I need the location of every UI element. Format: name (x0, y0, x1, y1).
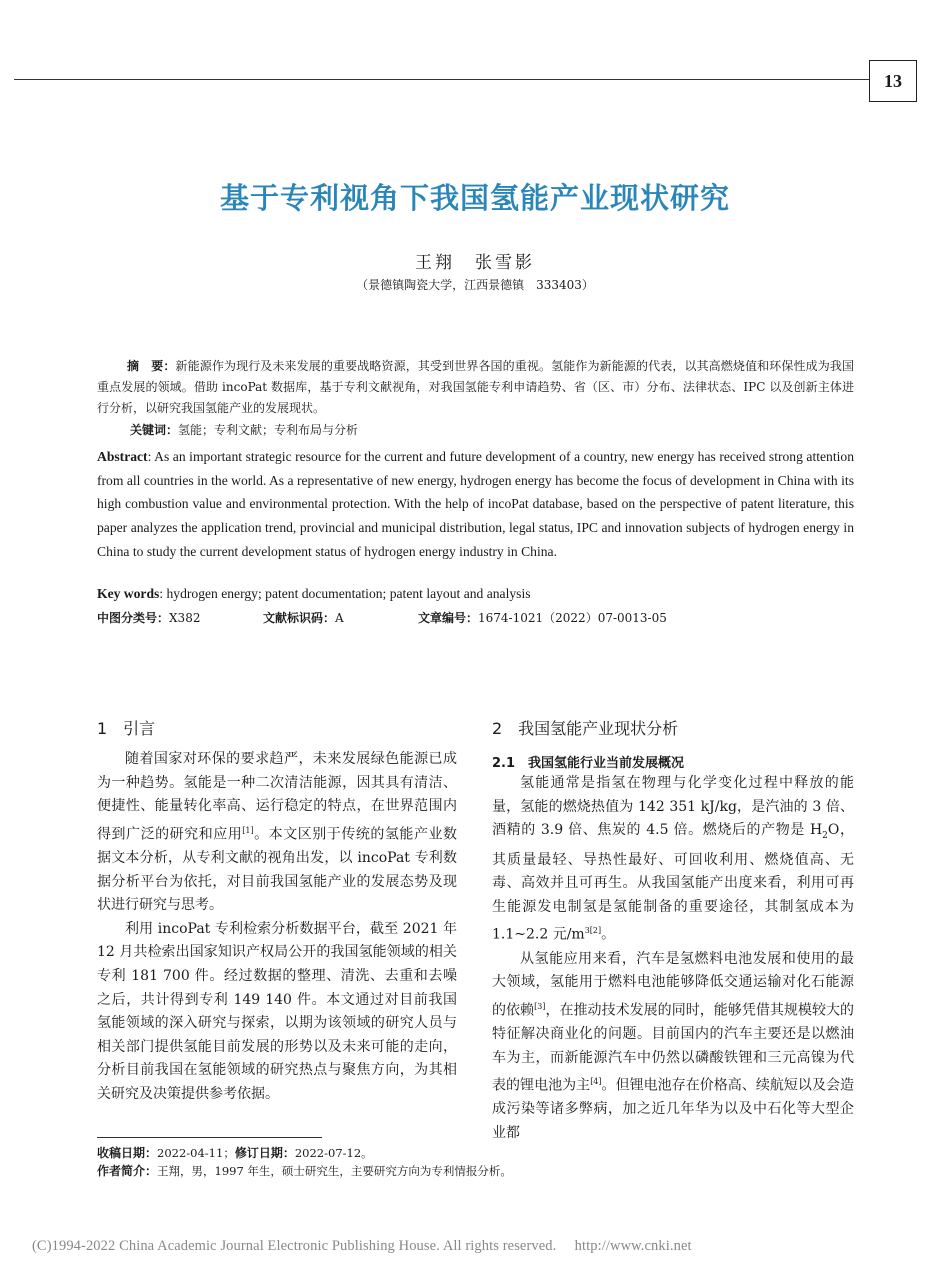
clc-value: X382 (169, 611, 201, 625)
citation-2: [2] (589, 926, 602, 936)
keywords-cn (130, 420, 358, 440)
right-p2-b: ，在推动技术发展的同时，能够凭借其规模较大的特征解决商业化的问题。目前国内的汽车主要还是以燃油车为主，而新能源汽车中仍然以磷酸铁锂和三元高镍为代表的锂电池为主 (492, 1002, 855, 1094)
art-value: 1674-1021（2022）07-0013-05 (478, 611, 667, 625)
doc-label: 文献标识码： (263, 611, 336, 625)
authors: 王翔 张雪影 (415, 253, 535, 273)
left-paragraph-2: 利用 incoPat 专利检索分析数据平台，截至 2021 年 12 月共检索出国家知识产权局公开的我国氢能领域的相关专利 181 700 件。经过数据的整理、清洗、去重和去噪之后，共计得到专利 149 140 件。本文通过对目前我国氢能领域的深入研究与探索，以期为该领域的研究人员与相关部门提供氢能目前发展的形势以及未来可能的走向，分析目前我国在氢能领域的研究热点与聚焦方向，为其相关研究及决策提供参考依据。 (97, 920, 457, 1102)
keywords-en (97, 586, 531, 602)
section-1-heading: 1 引言 (97, 719, 156, 738)
copyright-notice: (C)1994-2022 China Academic Journal Electronic Publishing House. All rights reserved. http://www.cnki.net (32, 1238, 692, 1254)
clc-label: 中图分类号： (97, 611, 170, 625)
abstract-cn-label: 摘 要： (127, 359, 176, 373)
paper-title: 基于专利视角下我国氢能产业现状研究 (219, 181, 730, 215)
received-date: 2022-04-11； (157, 1146, 235, 1160)
right-p1-end: 。 (601, 927, 616, 944)
received-label: 收稿日期： (97, 1146, 158, 1160)
revised-date: 2022-07-12。 (294, 1146, 373, 1160)
keywords-en-label: Key words (97, 586, 160, 601)
abstract-cn (97, 356, 854, 419)
abstract-en-label: Abstract (97, 449, 148, 464)
footnote-dates (97, 1144, 373, 1161)
keywords-en-text: : hydrogen energy; patent documentation; patent layout and analysis (159, 586, 531, 601)
article-number (418, 609, 667, 626)
clc-number (97, 609, 200, 626)
doc-code (263, 609, 344, 626)
right-p2-a: 从氢能应用来看，汽车是氢燃料电池发展和使用的最大领域，氢能用于燃料电池能够降低交通运输对化石能源的依赖 (492, 950, 854, 1019)
left-paragraph-1 (97, 748, 457, 918)
right-paragraph-2 (492, 948, 854, 1146)
abstract-en-text: : As an important strategic resource for the current and future development of a country, new energy has received strong attention from all countries in the world. As a representative of new energy, hydrogen energy has become the focus of development in China with its high combustion value and environmental protection. With the help of incoPat database, based on the perspective of patent literature, this paper analyzes the application trend, provincial and municipal distribution, legal status, IPC and innovation subjects of hydrogen energy in China to study the current development status of hydrogen energy industry in China. (97, 449, 854, 559)
citation-3: [3] (534, 1001, 546, 1011)
right-p2-c: 。但锂电池存在价格高、续航短以及会造成污染等诸多弊病，加之近几年华为以及中石化等大型企业都 (492, 1077, 855, 1142)
citation-1: [1] (242, 825, 254, 835)
section-2-1-heading: 2.1 我国氢能行业当前发展概况 (492, 756, 685, 771)
abstract-cn-text: 新能源作为现行及未来发展的重要战略资源，其受到世界各国的重视。氢能作为新能源的代表，以其高燃烧值和环保性成为我国重点发展的领域。借助 incoPat 数据库，基于专利文献视角，对我国氢能专利申请趋势、省（区、市）分布、法律状态、IPC 以及创新主体进行分析，以研究我国氢能产业的发展现状。 (97, 359, 854, 415)
right-p1-a: 氢能通常是指氢在物理与化学变化过程中释放的能量，氢能的燃烧热值为 142 351 kJ/kg，是汽油的 3 倍、酒精的 3.9 倍、焦炭的 4.5 倍。燃烧后的产物是 H (492, 775, 854, 839)
left-column-body (97, 748, 457, 1107)
right-paragraph-1 (492, 772, 854, 948)
right-column-body (492, 772, 854, 1146)
revised-label: 修订日期： (234, 1146, 295, 1160)
footnote-author (97, 1162, 512, 1179)
footnote-rule (97, 1137, 322, 1138)
abstract-en (97, 445, 854, 564)
header-rule (14, 79, 870, 80)
affiliation: （景德镇陶瓷大学，江西景德镇 333403） (356, 278, 594, 292)
keywords-cn-label: 关键词： (130, 423, 179, 437)
author-info: 王翔，男，1997 年生，硕士研究生，主要研究方向为专利情报分析。 (157, 1164, 512, 1178)
doc-value: A (335, 611, 344, 625)
author-info-label: 作者简介： (97, 1164, 158, 1178)
right-p1-b: O，其质量最轻、导热性最好、可回收利用、燃烧值高、无毒、高效并且可再生。从我国氢能产出度来看，利用可再生能源发电制氢是氢能制备的重要途径，其制氢成本为 1.1~2.2 元/m (492, 822, 854, 944)
section-2-heading: 2 我国氢能产业现状分析 (492, 719, 679, 738)
page-number: 13 (869, 60, 917, 102)
subscript-2: 2 (822, 830, 828, 841)
left-p1-text: 随着国家对环保的要求趋严，未来发展绿色能源已成为一种趋势。氢能是一种二次清洁能源，因其具有清洁、便捷性、能量转化率高、运行稳定的特点，在世界范围内得到广泛的研究和应用 (97, 751, 457, 843)
left-p1-tail: 。本文区别于传统的氢能产业数据文本分析，从专利文献的视角出发，以 incoPat 专利数据分析平台为依托，对目前我国氢能产业的发展态势及现状进行研究与思考。 (97, 826, 458, 914)
art-label: 文章编号： (418, 611, 479, 625)
citation-4: [4] (590, 1077, 602, 1087)
keywords-cn-text: 氢能；专利文献；专利布局与分析 (178, 423, 359, 437)
superscript-3: 3 (584, 926, 590, 936)
